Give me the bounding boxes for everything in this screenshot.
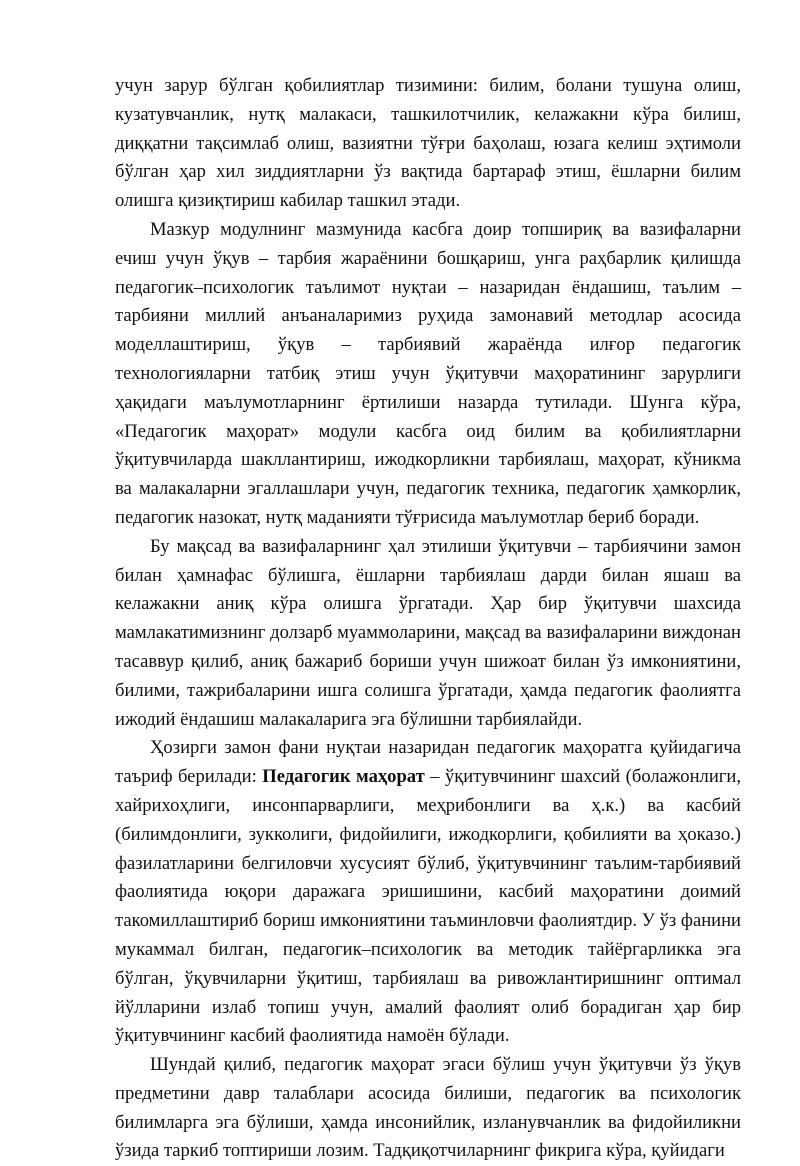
- definition-term: Педагогик маҳорат: [262, 766, 425, 788]
- paragraph-5: [115, 1051, 741, 1166]
- paragraph-2-text: Мазкур модулнинг мазмунида касбга доир топшириқ ва вазифаларни ечиш учун ўқув – тарбия жараёнини бошқариш, унга раҳбарлик қилишда педагогик–психологик таълимот нуқтаи – назаридан ёндашиш, таълим – тарбияни миллий анъаналаримиз руҳида замонавий методлар асосида моделлаштириш, ўқув – тарбиявий жараёнда илғор педагогик технологияларни татбиқ этиш учун ўқитувчи маҳоратининг зарурлиги ҳақидаги маълумотларнинг ёртилиши назарда тутилади. Шунга кўра, «Педагогик маҳорат» модули касбга оид билим ва қобилиятларни ўқитувчиларда шакллантириш, ижодкорликни тарбиялаш, маҳорат, кўникма ва малакаларни эгаллашлари учун, педагогик техника, педагогик ҳамкорлик, педагогик назокат, нутқ маданияти тўғрисида маълумотлар бериб боради.: [115, 218, 741, 528]
- paragraph-2: [115, 216, 741, 533]
- paragraph-4-text-start: Ҳозирги замон фани нуқтаи назаридан педагогик маҳоратга қуйидагича таъриф берилади:: [115, 737, 741, 788]
- paragraph-3: [115, 533, 741, 735]
- paragraph-4-text-end: – ўқитувчининг шахсий (болажонлиги, хайрихоҳлиги, инсонпарварлиги, меҳрибонлиги ва ҳ.к.) ва касбий (билимдонлиги, зукколиги, фидойилиги, ижодкорлиги, қобилияти ва ҳоказо.) фазилатларини белгиловчи хусусият бўлиб, ўқитувчининг таълим-тарбиявий фаолиятида юқори даражага эришишини, касбий маҳоратини доимий такомиллаштириб бориш имкониятини таъминловчи фаолиятдир. У ўз фанини мукаммал билган, педагогик–психологик ва методик тайёргарликка эга бўлган, ўқувчиларни ўқитиш, тарбиялаш ва ривожлантиришнинг оптимал йўлларини излаб топиш учун, амалий фаолият олиб борадиган ҳар бир ўқитувчининг касбий фаолиятида намоён бўлади.: [115, 766, 742, 1047]
- paragraph-4: [115, 734, 741, 1051]
- document-page: [115, 72, 741, 1166]
- paragraph-1: [115, 72, 741, 216]
- paragraph-5-text: Шундай қилиб, педагогик маҳорат эгаси бўлиш учун ўқитувчи ўз ўқув предметини давр талаблари асосида билиши, педагогик ва психологик билимларга эга бўлиши, ҳамда инсонийлик, изланувчанлик ва фидойиликни ўзида таркиб топтириши лозим. Тадқиқотчиларнинг фикрига кўра, қуйидаги: [115, 1054, 741, 1162]
- paragraph-3-text: Бу мақсад ва вазифаларнинг ҳал этилиши ўқитувчи – тарбиячини замон билан ҳамнафас бўлишга, ёшларни тарбиялаш дарди билан яшаш ва келажакни аниқ кўра олишга ўргатади. Ҳар бир ўқитувчи шахсида мамлакатимизнинг долзарб муаммоларини, мақсад ва вазифаларини виждонан тасаввур қилиб, аниқ бажариб бориши учун шижоат билан ўз имкониятини, билими, тажрибаларини ишга солишга ўргатади, ҳамда педагогик фаолиятга ижодий ёндашиш малакаларига эга бўлишни тарбиялайди.: [115, 535, 741, 730]
- paragraph-1-text: учун зарур бўлган қобилиятлар тизимини: билим, болани тушуна олиш, кузатувчанлик, нутқ малакаси, ташкилотчилик, келажакни кўра билиш, диққатни тақсимлаб олиш, вазиятни тўғри баҳолаш, юзага келиш эҳтимоли бўлган ҳар хил зиддиятларни ўз вақтида бартараф этиш, ёшларни билим олишга қизиқтириш кабилар ташкил этади.: [115, 75, 741, 212]
